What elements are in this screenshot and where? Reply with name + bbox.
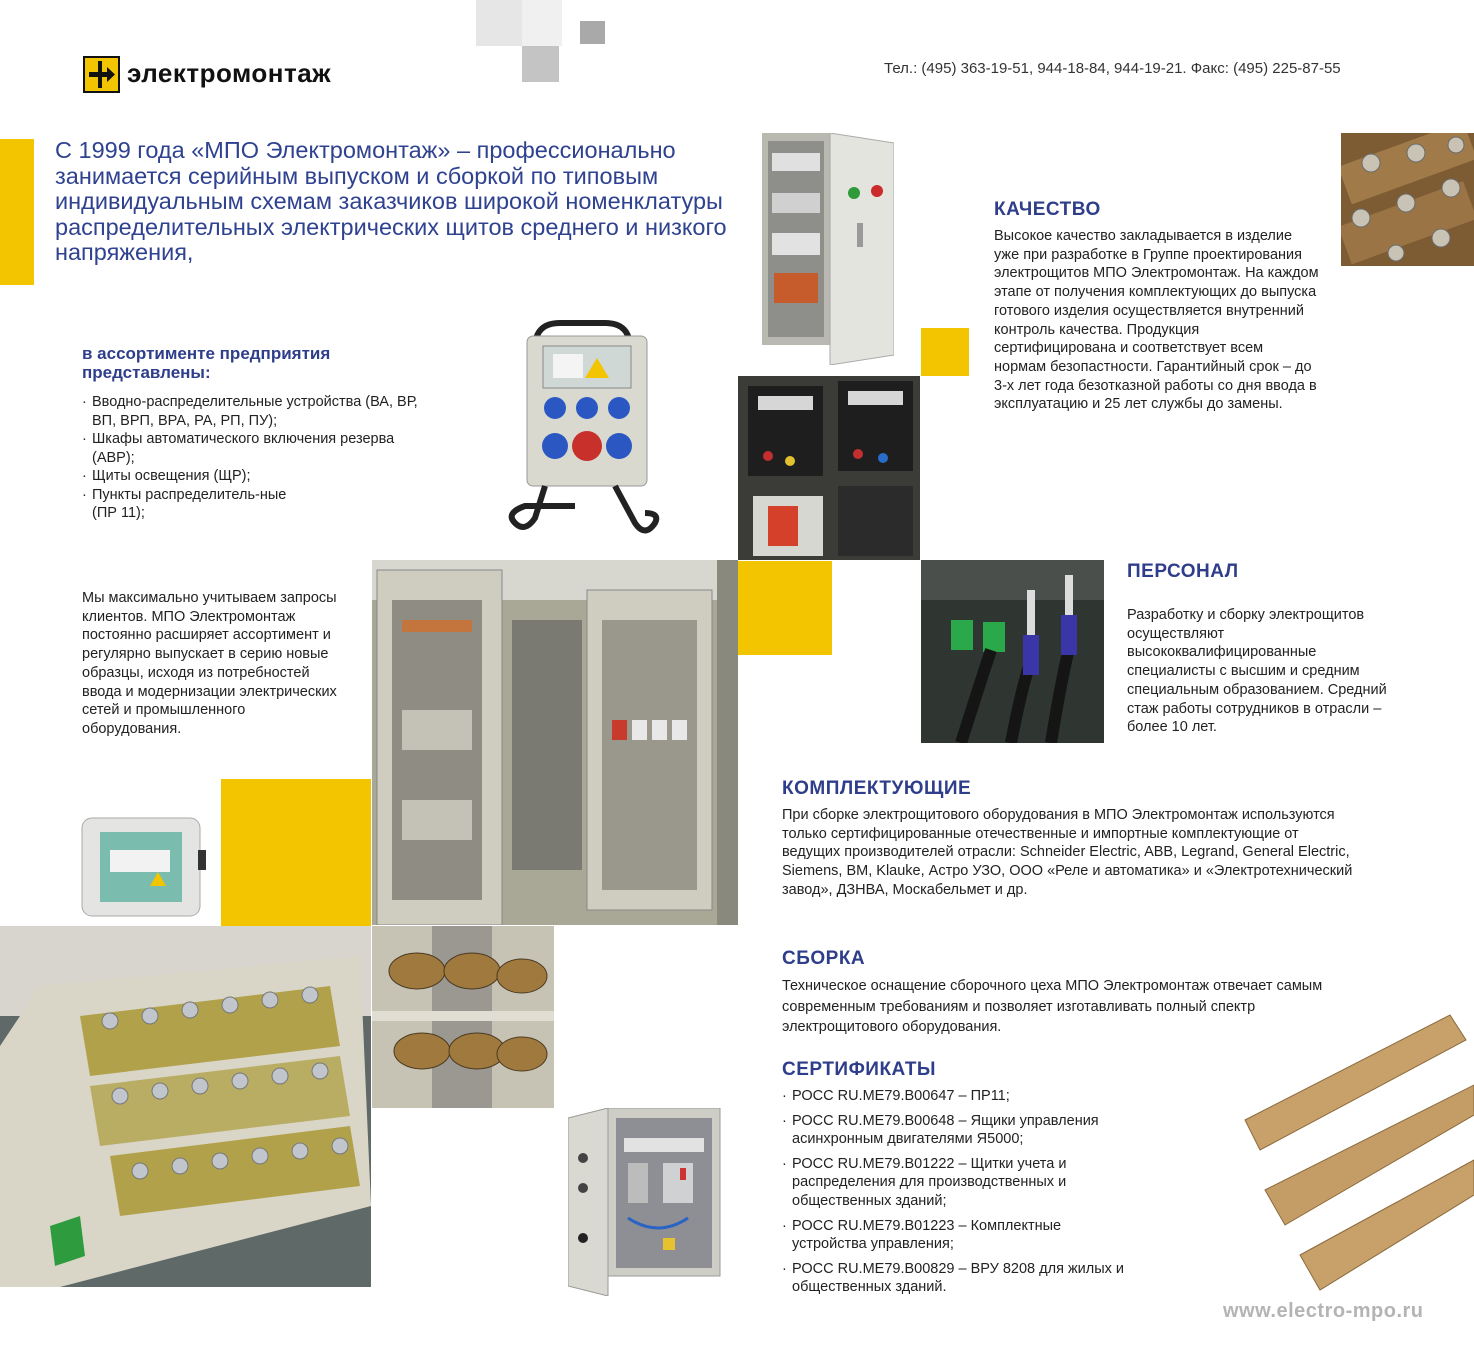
assortment-title: в ассортименте предприятия представлены: <box>82 344 331 382</box>
clients-text: Мы максимально учитываем запросы клиентов. МПО Электромонтаж постоянно расширяет ассортимент и регулярно выпускает в серию новые образцы, исходя из потребностей ввода и модернизации электрических сетей и промышленного оборудования. <box>82 590 337 737</box>
control-cabinet-photo <box>568 1108 728 1296</box>
arrow-logo-icon <box>83 56 120 93</box>
portable-socket-box-photo <box>505 318 665 550</box>
contactors-closeup-photo <box>738 376 920 560</box>
list-item: · Шкафы автоматического включения резерва (АВР); <box>80 430 440 467</box>
list-item: · РОСС RU.МЕ79.В01223 – Комплектные устройства управления; <box>782 1217 1122 1254</box>
copper-bars-photo <box>1240 1010 1474 1292</box>
list-item: · РОСС RU.МЕ79.В00829 – ВРУ 8208 для жилых и общественных зданий. <box>782 1260 1167 1297</box>
workshop-cabinets-photo <box>372 560 738 925</box>
cabinet-open-door-photo <box>762 133 894 365</box>
yellow-square <box>738 561 832 655</box>
staff-text: Разработку и сборку электрощитов осуществляют высококвалифицированные специалисты с высшим и средним специальным образованием. Средний стаж работы сотрудников в отрасли – более 10 лет. <box>1127 607 1387 736</box>
contact-phones: Тел.: (495) 363-19-51, 944-18-84, 944-19-21. Факс: (495) 225-87-55 <box>884 60 1341 77</box>
yellow-square <box>221 779 371 926</box>
current-transformers-photo <box>372 926 554 1108</box>
quality-text: Высокое качество закладывается в изделие уже при разработке в Группе проектирования электрощитов МПО Электромонтаж. На каждом этапе от получения комплектующих до выпуска готового изделия осуществляется внутренний контроль качества. Продукция сертифицирована и соответствует всем нормам безопастности. Гарантийный срок – до 3-х лет года безотказной работы со дня ввода в эксплуатацию и 25 лет службы до замены. <box>994 228 1319 413</box>
list-item: · РОСС RU.МЕ79.В01222 – Щитки учета и распределения для производственных и общественных зданий; <box>782 1155 1147 1211</box>
decor-gray-square <box>522 46 559 82</box>
decor-gray-square <box>522 0 562 46</box>
list-item: · РОСС RU.МЕ79.В00648 – Ящики управления асинхронным двигателями Я5000; <box>782 1112 1162 1149</box>
website-link[interactable]: www.electro-mpo.ru <box>1223 1300 1424 1322</box>
components-text: При сборке электрощитового оборудования в МПО Электромонтаж используются только сертифицированные отечественные и импортные комплектующие от ведущих производителей отрасли: Schneider Electric, ABB, Legrand, General Electric, Siemens, BM, Klauke, Астро УЗО, ООО «Реле и автоматика» и «Электротехнический завод», ДЗНВА, Москабельмет и др. <box>782 807 1353 898</box>
list-item: · Пункты распределитель-ные (ПР 11); <box>80 486 312 523</box>
components-title: КОМПЛЕКТУЮЩИЕ <box>782 778 972 799</box>
yellow-accent-bar <box>0 139 34 285</box>
decor-gray-square <box>476 0 522 46</box>
assembly-text: Техническое оснащение сборочного цеха МПО Электромонтаж отвечает самым современным требованиям и позволяет изготавливать полный спектр электрощитового оборудования. <box>782 978 1323 1035</box>
copper-busbar-bolts-photo <box>1341 133 1474 266</box>
list-item: · Щиты освещения (ЩР); <box>80 467 440 486</box>
certificates-list <box>782 1087 1182 1303</box>
list-item: · Вводно-распределительные устройства (ВА, ВР, ВП, ВРП, ВРА, РА, РП, ПУ); <box>80 393 440 430</box>
quality-title: КАЧЕСТВО <box>994 199 1101 220</box>
certificates-title: СЕРТИФИКАТЫ <box>782 1059 937 1080</box>
wiring-terminals-photo <box>921 560 1104 743</box>
yellow-square <box>921 328 969 376</box>
intro-headline: С 1999 года «МПО Электромонтаж» – профессионально занимается серийным выпуском и сборкой по типовым индивидуальным схемам заказчиков широкой номенклатуры распределительных электрических щитов среднего и низкого напряжения, <box>55 137 727 265</box>
assortment-list <box>80 393 440 523</box>
logo-text: электромонтаж <box>127 58 332 88</box>
assembly-title: СБОРКА <box>782 948 866 969</box>
decor-gray-square <box>580 21 605 44</box>
terminal-block-busbar-photo <box>0 926 371 1287</box>
staff-title: ПЕРСОНАЛ <box>1127 561 1239 582</box>
list-item: · РОСС RU.МЕ79.В00647 – ПР11; <box>782 1087 1182 1106</box>
plastic-enclosure-photo <box>80 810 208 920</box>
